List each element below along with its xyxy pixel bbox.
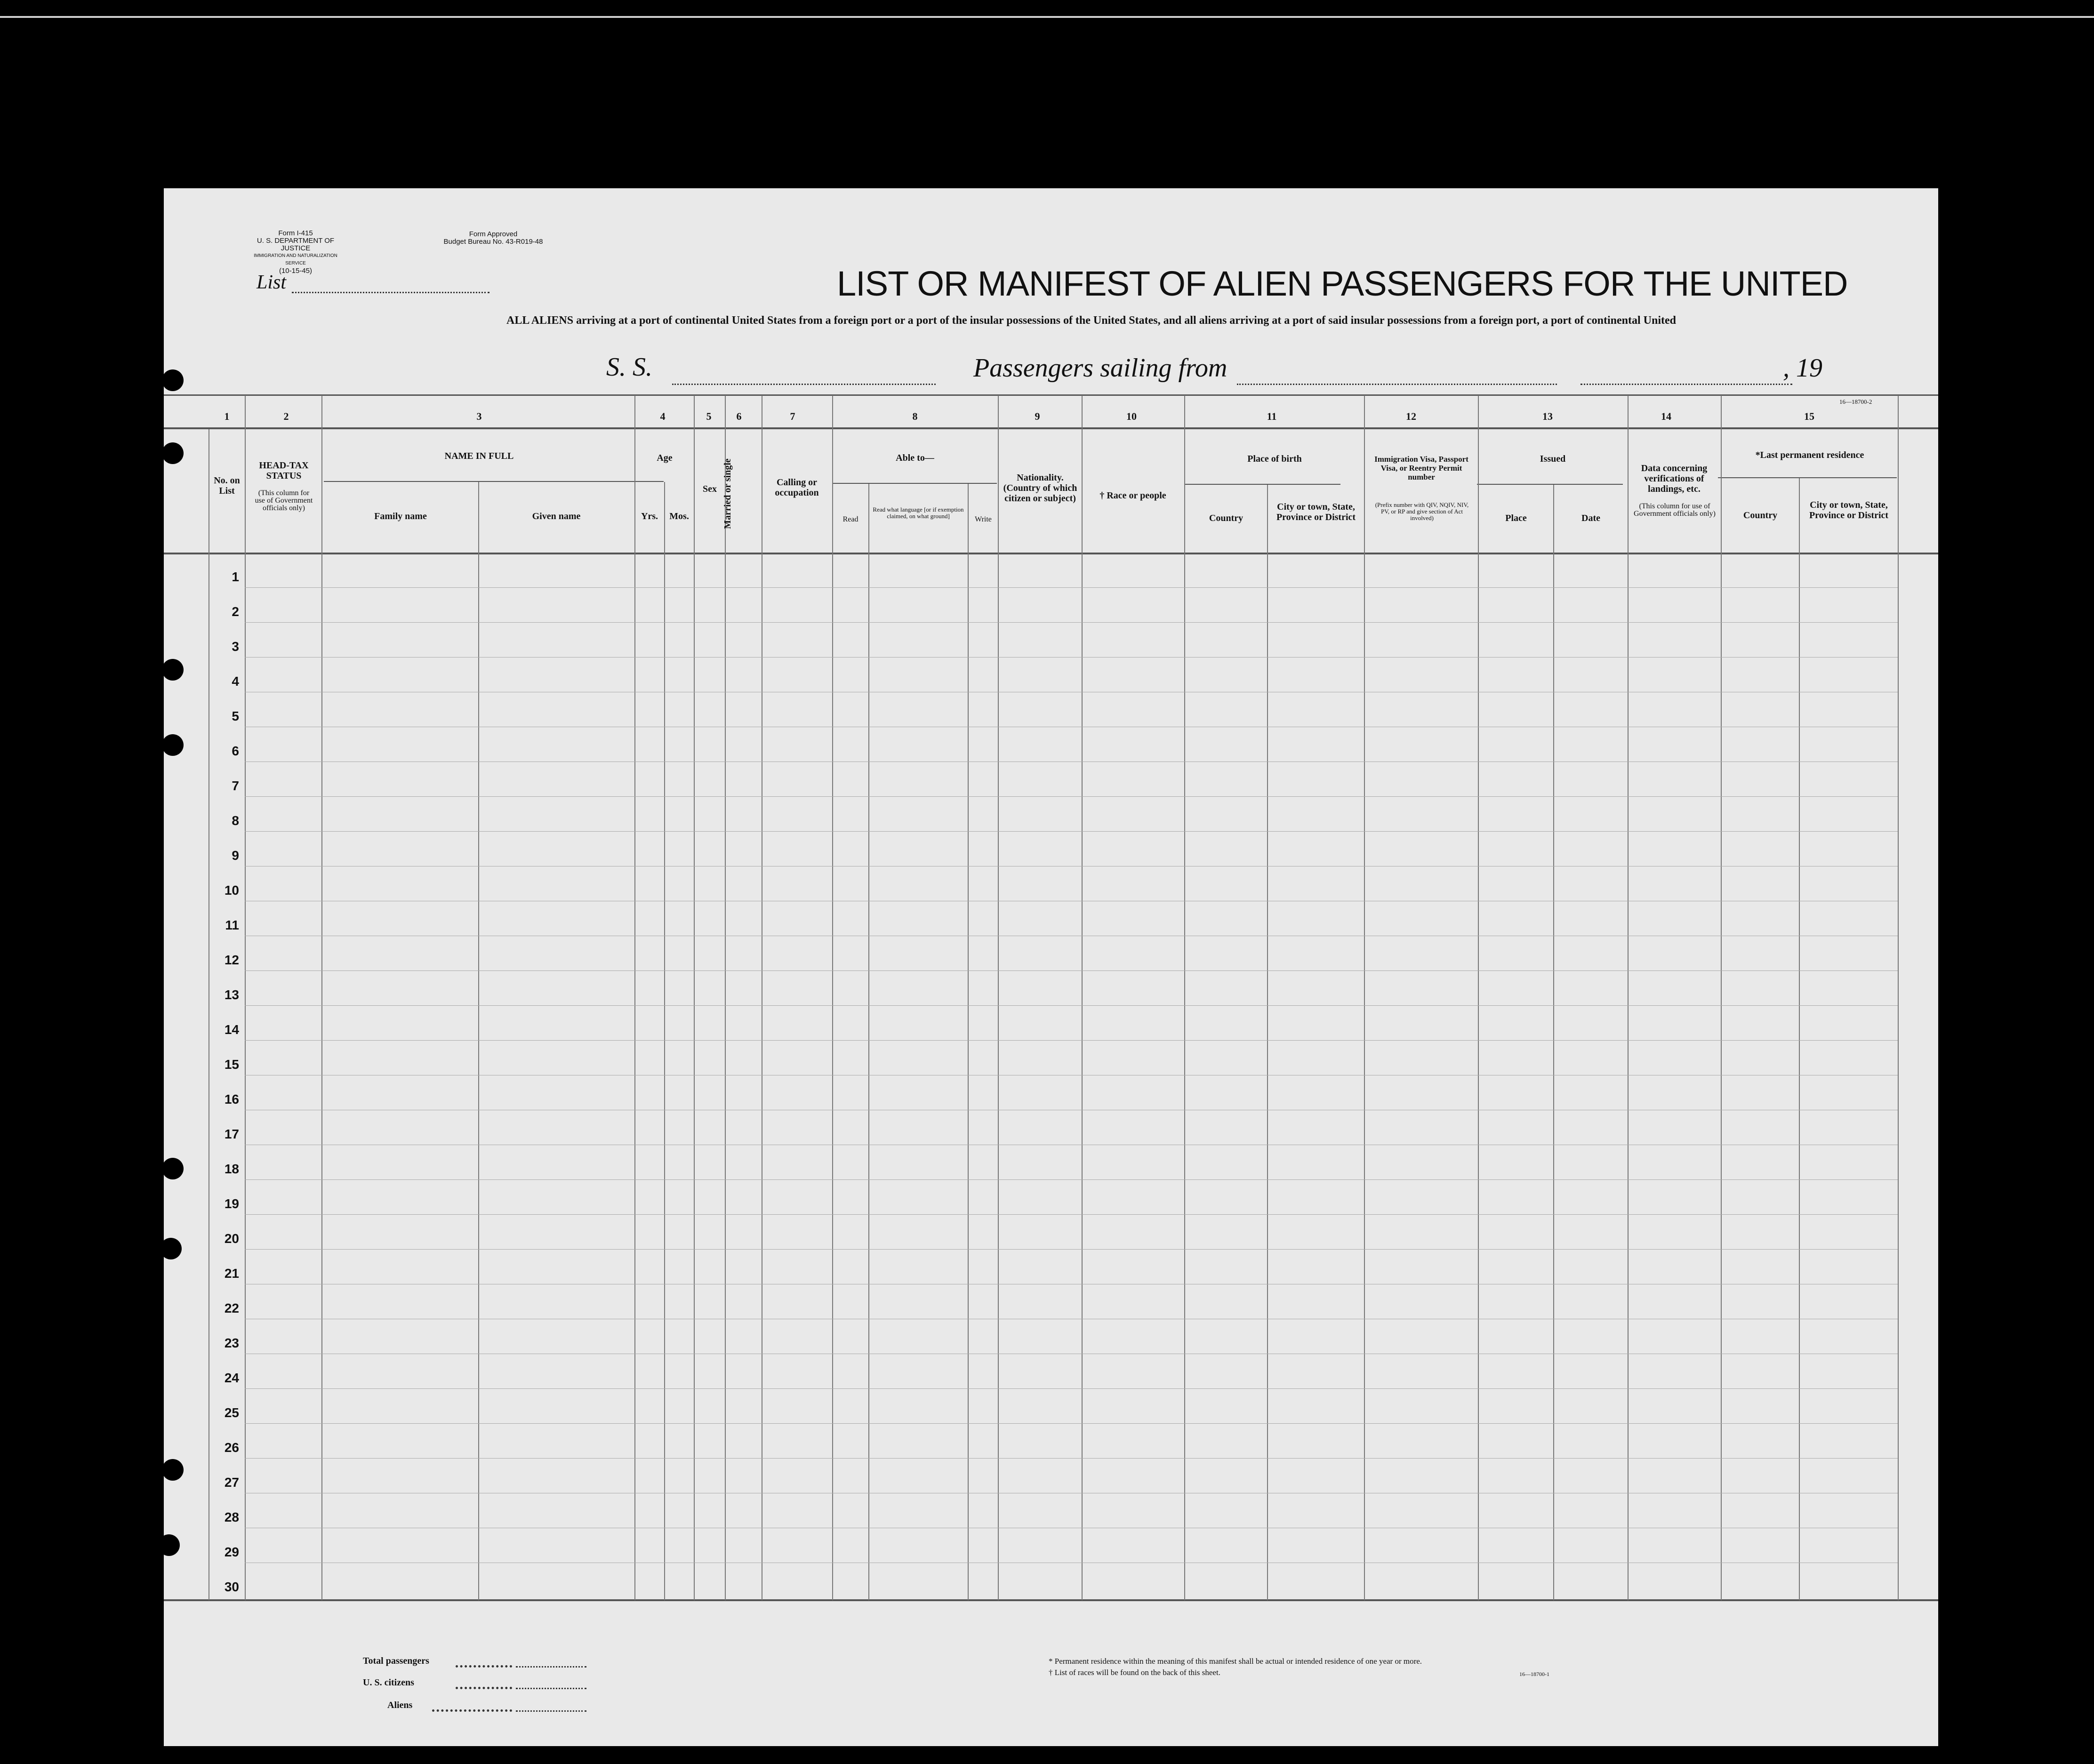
col-line	[1628, 395, 1629, 1600]
header-yrs: Yrs.	[641, 511, 658, 521]
ss-label: S. S.	[606, 353, 652, 382]
total-passengers-leader	[456, 1665, 512, 1668]
column-number: 11	[1267, 410, 1277, 422]
row-number: 5	[232, 709, 239, 723]
header-married: Married or single	[722, 458, 733, 529]
row-number: 19	[224, 1196, 239, 1211]
aliens-field	[516, 1710, 586, 1712]
col-line	[1721, 395, 1722, 1600]
row-number: 6	[232, 744, 239, 758]
row-rule	[245, 1458, 1898, 1459]
footer-print-code: 16—18700-1	[1519, 1671, 1549, 1677]
header-calling: Calling or occupation	[775, 477, 819, 498]
header-read: Read	[842, 515, 858, 523]
list-label: List	[257, 272, 287, 293]
races-footnote: † List of races will be found on the back of this sheet.	[1049, 1668, 1220, 1677]
total-passengers-label: Total passengers	[363, 1656, 429, 1666]
punch-hole	[162, 1158, 184, 1179]
column-number: 9	[1035, 410, 1040, 422]
header-res-country: Country	[1743, 510, 1778, 521]
form-identifier	[244, 230, 347, 275]
issued-subrule	[1477, 484, 1623, 485]
header-able-to: Able to—	[896, 453, 934, 463]
column-number: 12	[1406, 410, 1416, 422]
row-rule	[245, 1388, 1898, 1389]
header-age: Age	[657, 453, 673, 463]
header-no-on-list: No. on List	[214, 475, 240, 496]
header-visa-note: (Prefix number with QIV, NQIV, NIV, PV, or RP and give section of Act involved)	[1375, 501, 1469, 521]
row-number: 11	[225, 918, 239, 932]
residence-subrule	[1718, 477, 1897, 478]
residence-footnote: * Permanent residence within the meaning of this manifest shall be actual or intended residence of one year or more.	[1049, 1657, 1422, 1666]
row-number: 2	[232, 604, 239, 619]
footer-rule	[164, 1599, 1938, 1601]
row-rule	[245, 622, 1898, 623]
row-number: 20	[224, 1231, 239, 1246]
column-number: 14	[1661, 410, 1671, 422]
col-line	[245, 395, 246, 1600]
service: IMMIGRATION AND NATURALIZATION SERVICE	[254, 253, 337, 266]
us-citizens-label: U. S. citizens	[363, 1677, 414, 1688]
punch-hole	[160, 1238, 182, 1259]
row-number: 7	[232, 778, 239, 793]
us-citizens-field	[516, 1688, 586, 1689]
row-rule	[245, 1423, 1898, 1424]
row-number: 21	[224, 1266, 239, 1281]
row-number: 24	[224, 1371, 239, 1385]
header-head-tax-note: (This column for use of Government officials only)	[255, 489, 313, 512]
column-number: 3	[476, 410, 482, 422]
total-passengers-field	[516, 1666, 586, 1668]
header-visa: Immigration Visa, Passport Visa, or Reentry Permit number	[1374, 455, 1468, 481]
header-nationality: Nationality. (Country of which citizen or subject)	[1003, 473, 1077, 504]
punch-hole	[162, 369, 184, 391]
row-number: 14	[224, 1022, 239, 1037]
header-res-city: City or town, State, Province or District	[1809, 500, 1889, 521]
form-approval	[427, 231, 559, 246]
row-rule	[245, 1040, 1898, 1041]
col-line	[664, 482, 665, 1600]
row-number: 16	[224, 1092, 239, 1107]
manifest-sheet	[164, 188, 1938, 1746]
header-residence: *Last permanent residence	[1755, 450, 1864, 460]
col-line	[1553, 485, 1554, 1600]
col-line	[634, 395, 635, 1600]
header-rule	[164, 553, 1938, 554]
header-mos: Mos.	[669, 511, 689, 521]
punch-hole	[162, 734, 184, 756]
row-rule	[245, 1179, 1898, 1180]
row-number: 28	[224, 1510, 239, 1524]
header-rule	[164, 427, 1938, 429]
year-label: , 19	[1783, 353, 1822, 383]
col-line	[1799, 478, 1800, 1600]
column-number: 4	[660, 410, 666, 422]
row-number: 22	[224, 1301, 239, 1315]
row-number: 29	[224, 1545, 239, 1559]
sailing-label: Passengers sailing from	[973, 353, 1228, 383]
punch-hole	[162, 1459, 184, 1481]
row-number: 30	[224, 1580, 239, 1594]
col-line	[478, 482, 479, 1600]
list-field	[292, 292, 489, 293]
punch-hole	[162, 659, 184, 681]
header-birth-country: Country	[1209, 513, 1244, 523]
header-name-in-full: NAME IN FULL	[444, 451, 514, 461]
row-number: 15	[224, 1057, 239, 1072]
row-number: 18	[224, 1162, 239, 1176]
header-issued-place: Place	[1505, 513, 1527, 523]
ss-field	[672, 384, 936, 385]
birth-subrule	[1185, 484, 1340, 485]
header-birth-city: City or town, State, Province or District	[1276, 502, 1356, 522]
col-line	[1184, 395, 1185, 1600]
col-line	[725, 395, 726, 1600]
row-rule	[245, 970, 1898, 971]
header-rule	[164, 394, 1938, 396]
sailing-field	[1237, 384, 1557, 385]
row-rule	[245, 796, 1898, 797]
row-number: 23	[224, 1336, 239, 1350]
column-number: 10	[1126, 410, 1137, 422]
header-given-name: Given name	[532, 511, 581, 521]
column-number: 6	[736, 410, 742, 422]
date-field	[1581, 384, 1792, 385]
row-number: 10	[224, 883, 239, 898]
form-subtitle: ALL ALIENS arriving at a port of continental United States from a foreign port or a port of the insular possessions of the United States, and all aliens arriving at a port of said insular possessions from a foreign port, a port of continental United	[506, 314, 1676, 327]
col-line	[868, 484, 869, 1600]
header-issued: Issued	[1540, 454, 1566, 464]
row-number: 25	[224, 1405, 239, 1420]
column-number: 2	[283, 410, 289, 422]
row-number: 1	[232, 569, 239, 584]
col-line	[1364, 395, 1365, 1600]
row-rule	[245, 1249, 1898, 1250]
edition: (10-15-45)	[279, 267, 313, 275]
row-number: 12	[224, 953, 239, 967]
header-family-name: Family name	[374, 511, 427, 521]
col-line	[1478, 395, 1479, 1600]
header-landing: Data concerning verifications of landings, etc.	[1641, 463, 1708, 494]
row-number: 13	[224, 987, 239, 1002]
col-line	[694, 395, 695, 1600]
scan-top-line	[0, 16, 2094, 18]
header-landing-note: (This column for use of Government officials only)	[1634, 502, 1716, 518]
header-head-tax: HEAD-TAX STATUS	[259, 460, 309, 481]
col-line	[968, 484, 969, 1600]
column-number: 13	[1542, 410, 1553, 422]
row-rule	[245, 1005, 1898, 1006]
form-number: Form I-415	[278, 229, 313, 237]
row-number: 9	[232, 848, 239, 863]
col-line	[998, 395, 999, 1600]
row-rule	[245, 831, 1898, 832]
header-race: † Race or people	[1099, 490, 1166, 501]
header-sex: Sex	[703, 484, 717, 494]
header-issued-date: Date	[1581, 513, 1600, 523]
punch-hole	[162, 442, 184, 464]
row-number: 3	[232, 639, 239, 654]
form-title: LIST OR MANIFEST OF ALIEN PASSENGERS FOR THE UNITED	[837, 264, 1848, 303]
aliens-leader	[432, 1709, 512, 1712]
col-line	[832, 395, 833, 1600]
row-number: 4	[232, 674, 239, 689]
row-rule	[245, 587, 1898, 588]
print-code: 16—18700-2	[1839, 398, 1872, 405]
header-place-of-birth: Place of birth	[1247, 454, 1302, 464]
column-number: 8	[912, 410, 918, 422]
us-citizens-leader	[456, 1687, 512, 1689]
row-number: 17	[224, 1127, 239, 1141]
row-number: 8	[232, 813, 239, 828]
approval-text: Form Approved	[469, 230, 518, 238]
able-subrule	[833, 483, 997, 484]
row-number: 26	[224, 1440, 239, 1455]
department: U. S. DEPARTMENT OF JUSTICE	[257, 237, 335, 252]
col-line	[1082, 395, 1083, 1600]
column-number: 1	[224, 410, 230, 422]
header-write: Write	[975, 515, 992, 523]
budget-number: Budget Bureau No. 43-R019-48	[443, 238, 543, 246]
punch-hole	[158, 1534, 180, 1556]
col-line	[321, 395, 322, 1600]
col-line	[1898, 395, 1899, 1600]
column-number: 5	[706, 410, 712, 422]
row-rule	[245, 1214, 1898, 1215]
column-number: 7	[790, 410, 795, 422]
column-number: 15	[1804, 410, 1814, 422]
aliens-label: Aliens	[387, 1700, 413, 1710]
name-subrule	[324, 481, 664, 482]
header-read-language: Read what language [or if exemption claimed, on what ground]	[873, 506, 964, 520]
col-line	[1267, 485, 1268, 1600]
row-number: 27	[224, 1475, 239, 1490]
